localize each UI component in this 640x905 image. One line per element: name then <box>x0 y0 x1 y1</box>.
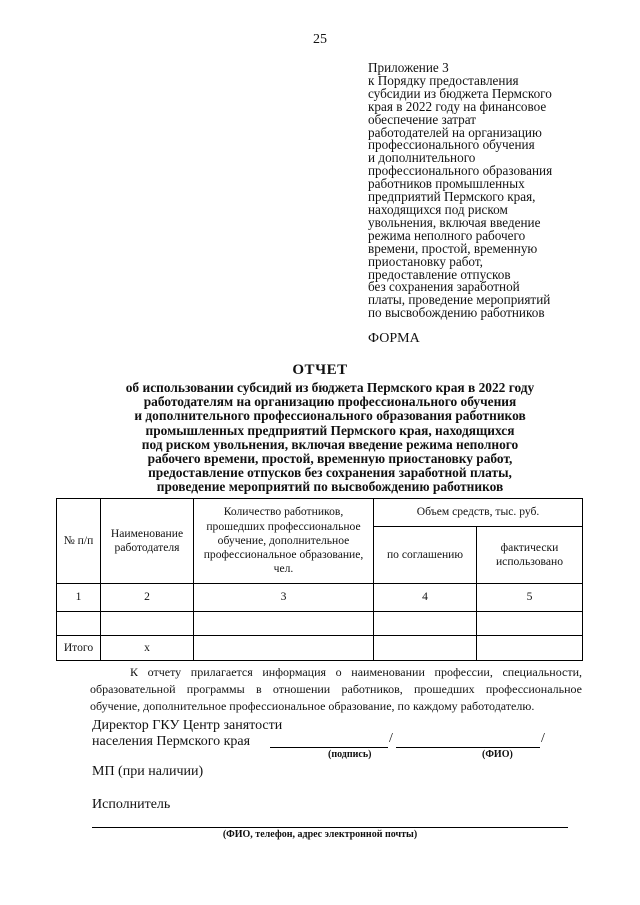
table-cell[interactable] <box>57 612 101 636</box>
appendix-line: увольнения, включая введение <box>368 214 541 230</box>
table-cell[interactable] <box>374 612 477 636</box>
table-cell[interactable] <box>477 636 583 661</box>
executor-caption: (ФИО, телефон, адрес электронной почты) <box>222 829 418 840</box>
appendix-line: работодателей на организацию <box>368 124 542 140</box>
total-name-cell: x <box>101 636 194 661</box>
fio-line[interactable] <box>396 747 540 748</box>
subtitle-line: промышленных предприятий Пермского края, находящихся <box>145 422 515 438</box>
index-cell: 5 <box>477 584 583 612</box>
header-funds: Объем средств, тыс. руб. <box>374 499 583 527</box>
note-text: К отчету прилагается информация о наименовании профессии, специальности, образовательной программы в отношении работников, прошедших профессиональное обучение, дополнительное профессиональное образование, по каждому работодателю. <box>90 665 582 713</box>
index-cell: 4 <box>374 584 477 612</box>
director-organization: населения Пермского края <box>92 734 251 749</box>
table-index-row <box>57 584 583 612</box>
subtitle-line: об использовании субсидий из бюджета Пермского края в 2022 году <box>125 380 535 395</box>
appendix-line: времени, простой, временную <box>368 240 538 256</box>
appendix-line: Приложение 3 <box>368 60 449 75</box>
appendix-line: профессионального обучения <box>368 137 535 153</box>
header-num: № п/п <box>57 499 101 584</box>
signature-line[interactable] <box>270 747 388 748</box>
report-subtitle <box>60 381 600 495</box>
subtitle-line: работодателям на организацию профессионального обучения <box>143 394 517 410</box>
appendix-line: работников промышленных <box>368 176 525 192</box>
fio-caption: (ФИО) <box>482 749 513 760</box>
table-header-row <box>57 499 583 527</box>
table-cell[interactable] <box>374 636 477 661</box>
total-label: Итого <box>57 636 101 661</box>
signature-caption: (подпись) <box>328 749 372 760</box>
attachment-note <box>90 664 582 715</box>
form-label: ФОРМА <box>368 331 420 346</box>
slash: / <box>541 731 545 746</box>
table-cell[interactable] <box>101 612 194 636</box>
subtitle-line: под риском увольнения, включая введение режима неполного <box>141 436 519 452</box>
header-employer-name: Наименование работодателя <box>101 499 194 584</box>
appendix-line: по высвобождению работников <box>368 305 545 321</box>
appendix-line: обеспечение затрат <box>368 111 477 127</box>
appendix-line: предприятий Пермского края, <box>368 189 536 205</box>
appendix-line: находящихся под риском <box>368 201 508 217</box>
subtitle-line: проведение мероприятий по высвобождению работников <box>156 479 504 495</box>
appendix-line: приостановку работ, <box>368 253 483 269</box>
index-cell: 1 <box>57 584 101 612</box>
subtitle-line: и дополнительного профессионального образования работников <box>134 408 526 424</box>
index-cell: 3 <box>194 584 374 612</box>
table-row <box>57 612 583 636</box>
report-title: ОТЧЕТ <box>292 362 348 378</box>
executor-label: Исполнитель <box>92 797 171 812</box>
report-table <box>56 498 583 661</box>
appendix-line: предоставление отпусков <box>368 266 511 282</box>
director-block <box>92 718 282 750</box>
subtitle-line: предоставление отпусков без сохранения заработной платы, <box>148 465 512 481</box>
slash: / <box>389 731 393 746</box>
appendix-line: и дополнительного <box>368 150 476 166</box>
appendix-line: края в 2022 году на финансовое <box>368 98 547 114</box>
appendix-line: к Порядку предоставления <box>368 72 519 88</box>
executor-line[interactable] <box>92 827 568 828</box>
header-worker-count: Количество работников, прошедших профессиональное обучение, дополнительное профессиональное образование, чел. <box>194 499 374 584</box>
table-cell[interactable] <box>194 636 374 661</box>
appendix-line: профессионального образования <box>368 163 553 179</box>
appendix-line: субсидии из бюджета Пермского <box>368 85 552 101</box>
table-total-row <box>57 636 583 661</box>
appendix-line: без сохранения заработной <box>368 279 520 295</box>
subtitle-line: рабочего времени, простой, временную приостановку работ, <box>147 451 513 467</box>
header-actually-used: фактически использовано <box>477 527 583 584</box>
header-by-agreement: по соглашению <box>374 527 477 584</box>
appendix-line: режима неполного рабочего <box>368 227 526 243</box>
appendix-header <box>368 62 618 320</box>
director-title: Директор ГКУ Центр занятости <box>92 718 283 733</box>
appendix-line: платы, проведение мероприятий <box>368 292 551 308</box>
table-cell[interactable] <box>194 612 374 636</box>
stamp-place: МП (при наличии) <box>92 764 204 779</box>
table-cell[interactable] <box>477 612 583 636</box>
page-number: 25 <box>313 32 327 47</box>
index-cell: 2 <box>101 584 194 612</box>
